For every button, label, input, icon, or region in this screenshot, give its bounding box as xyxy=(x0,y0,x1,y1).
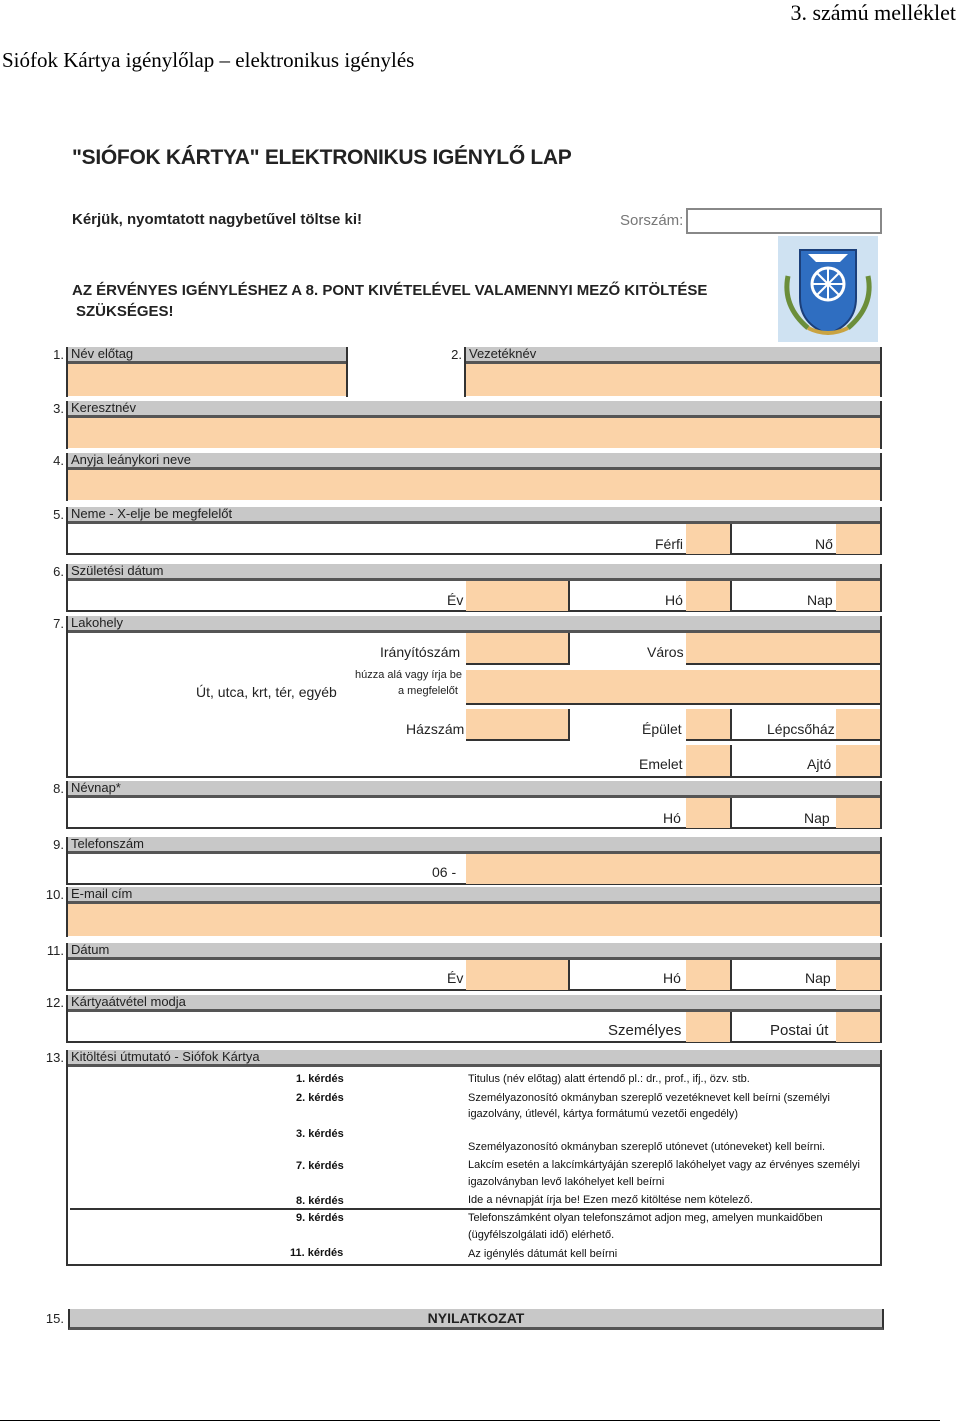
phone-prefix: 06 - xyxy=(432,864,457,880)
field-label-bar xyxy=(68,453,880,470)
field-label-nameday: Névnap* xyxy=(71,780,121,795)
divider xyxy=(686,739,882,741)
divider xyxy=(880,837,882,885)
street-input[interactable] xyxy=(466,670,880,703)
divider xyxy=(730,709,732,739)
divider xyxy=(66,401,68,449)
field-label-email: E-mail cím xyxy=(71,886,133,901)
guide-answer: Személyazonosító okmányban szereplő vezetéknevet kell beírni (személyi xyxy=(468,1092,830,1104)
divider xyxy=(66,827,882,829)
birth-day-input[interactable] xyxy=(836,581,880,611)
birth-month-label: Hó xyxy=(665,592,683,608)
divider xyxy=(880,507,882,555)
guide-answer: (ügyfélszolgálati idő) elérhető. xyxy=(468,1229,615,1241)
delivery-post-checkbox[interactable] xyxy=(836,1012,880,1042)
divider xyxy=(880,995,882,1043)
nameday-day-label: Nap xyxy=(804,810,830,826)
gender-female-label: Nő xyxy=(815,536,833,552)
page-bottom-rule xyxy=(0,1420,940,1421)
date-year-label: Év xyxy=(447,970,464,986)
street-label: Út, utca, krt, tér, egyéb xyxy=(196,684,337,700)
divider xyxy=(466,703,882,705)
field-label-bar xyxy=(68,887,880,904)
field-label-bar xyxy=(68,616,880,633)
divider xyxy=(66,1041,882,1043)
divider xyxy=(730,524,732,554)
field-number: 1. xyxy=(53,347,64,362)
date-month-label: Hó xyxy=(663,970,681,986)
declaration-bar xyxy=(68,1309,884,1330)
birth-year-input[interactable] xyxy=(466,581,568,611)
firstname-input[interactable] xyxy=(68,418,880,448)
divider xyxy=(880,1050,882,1266)
field-number: 11. xyxy=(46,943,64,958)
guide-answer: Ide a névnapját írja be! Ezen mező kitöltése nem kötelező. xyxy=(468,1194,753,1206)
divider xyxy=(464,347,466,397)
divider xyxy=(730,745,732,776)
field-number: 12. xyxy=(45,995,64,1010)
divider xyxy=(880,453,882,501)
guide-answer: Lakcím esetén a lakcímkártyáján szereplő lakóhelyet vagy az érvényes személyi xyxy=(468,1159,860,1171)
field-label-date: Dátum xyxy=(71,942,110,957)
phone-input[interactable] xyxy=(466,854,880,884)
date-day-input[interactable] xyxy=(836,960,880,990)
guide-question: 7. kérdés xyxy=(296,1160,344,1172)
form-title: "SIÓFOK KÁRTYA" ELEKTRONIKUS IGÉNYLŐ LAP xyxy=(72,146,572,169)
gender-male-label: Férfi xyxy=(655,536,683,552)
guide-answer: igazolvány, útlevél, kártya formátumú vezetői engedély) xyxy=(468,1108,739,1120)
field-number: 13. xyxy=(45,1050,64,1065)
divider xyxy=(730,960,732,990)
email-input[interactable] xyxy=(68,904,880,936)
divider xyxy=(346,347,348,397)
guide-question: 11. kérdés xyxy=(290,1247,344,1259)
stair-label: Lépcsőház xyxy=(767,721,835,737)
siofok-coat-of-arms-logo xyxy=(778,236,878,342)
birth-year-label: Év xyxy=(447,592,464,608)
field-number: 8. xyxy=(53,781,64,796)
field-number: 2. xyxy=(451,347,462,362)
field-number: 6. xyxy=(53,564,64,579)
field-label-mother-name: Anyja leánykori neve xyxy=(71,452,191,467)
field-label-card-delivery: Kártyaátvétel modja xyxy=(71,994,186,1009)
field-number: 15. xyxy=(45,1311,64,1326)
door-input[interactable] xyxy=(836,745,880,776)
divider xyxy=(686,663,882,665)
divider xyxy=(66,507,68,555)
divider xyxy=(880,781,882,829)
guide-answer: Titulus (név előtag) alatt értendő pl.: dr., prof., ifj., özv. stb. xyxy=(468,1073,750,1085)
field-number: 9. xyxy=(53,837,64,852)
stair-input[interactable] xyxy=(836,709,880,739)
door-label: Ajtó xyxy=(807,756,832,772)
field-number: 10. xyxy=(45,887,64,902)
divider xyxy=(66,781,68,829)
delivery-personal-label: Személyes xyxy=(608,1022,682,1039)
field-label-name-prefix: Név előtag xyxy=(71,346,134,361)
building-input[interactable] xyxy=(686,709,730,739)
guide-question: 8. kérdés xyxy=(296,1195,344,1207)
divider xyxy=(66,347,68,397)
birth-month-input[interactable] xyxy=(686,581,730,611)
divider xyxy=(66,1050,68,1266)
divider xyxy=(66,553,882,555)
divider xyxy=(568,960,570,990)
field-label-guide: Kitöltési útmutató - Siófok Kártya xyxy=(71,1049,260,1064)
divider xyxy=(568,709,570,739)
field-number: 4. xyxy=(53,453,64,468)
house-number-label: Házszám xyxy=(406,721,465,737)
field-label-bar xyxy=(68,564,880,581)
field-label-bar xyxy=(68,995,880,1012)
guide-answer: Telefonszámként olyan telefonszámot adjon meg, amelyen munkaidőben xyxy=(468,1212,823,1224)
field-label-bar xyxy=(68,943,880,960)
field-label-bar xyxy=(68,401,880,418)
divider xyxy=(730,581,732,611)
divider xyxy=(466,739,570,741)
building-label: Épület xyxy=(642,721,682,737)
delivery-personal-checkbox[interactable] xyxy=(686,1012,730,1042)
serial-label: Sorszám: xyxy=(620,212,684,229)
divider xyxy=(880,401,882,449)
field-label-residence: Lakohely xyxy=(71,615,124,630)
field-label-birthdate: Születési dátum xyxy=(71,563,164,578)
field-number: 7. xyxy=(53,616,64,631)
zip-label: Irányítószám xyxy=(380,644,461,660)
divider xyxy=(568,633,570,663)
guide-answer: igazolványban levő lakóhelyet kell beírni xyxy=(468,1176,665,1188)
city-label: Város xyxy=(647,644,684,660)
field-label-surname: Vezetéknév xyxy=(469,346,537,361)
name-prefix-input[interactable] xyxy=(68,364,346,396)
divider xyxy=(880,943,882,991)
declaration-title: NYILATKOZAT xyxy=(427,1310,525,1326)
floor-input[interactable] xyxy=(686,745,730,776)
required-note: AZ ÉRVÉNYES IGÉNYLÉSHEZ A 8. PONT KIVÉTELÉVEL VALAMENNYI MEZŐ KITÖLTÉSE xyxy=(72,282,708,299)
guide-question: 2. kérdés xyxy=(296,1092,344,1104)
street-hint: húzza alá vagy írja be xyxy=(355,669,463,681)
annex-label: 3. számú melléklet xyxy=(790,0,956,25)
city-input[interactable] xyxy=(686,633,880,663)
document-title: Siófok Kártya igénylőlap – elektronikus igénylés xyxy=(2,48,415,72)
divider xyxy=(66,1264,882,1266)
field-label-bar xyxy=(466,347,880,364)
birth-day-label: Nap xyxy=(807,592,833,608)
divider xyxy=(66,776,882,778)
field-label-bar xyxy=(68,837,880,854)
delivery-post-label: Postai út xyxy=(770,1022,829,1039)
field-label-bar xyxy=(68,1050,880,1067)
gender-female-checkbox[interactable] xyxy=(836,524,880,554)
field-label-bar xyxy=(68,781,880,798)
guide-question: 9. kérdés xyxy=(296,1212,344,1224)
field-label-bar xyxy=(68,507,880,524)
divider xyxy=(730,1012,732,1042)
surname-input[interactable] xyxy=(466,364,880,396)
date-year-input[interactable] xyxy=(466,960,568,990)
divider xyxy=(66,837,68,885)
divider xyxy=(66,453,68,501)
field-label-gender: Neme - X-elje be megfelelőt xyxy=(71,506,233,521)
guide-answer: Az igénylés dátumát kell beírni xyxy=(468,1248,618,1260)
guide-question: 3. kérdés xyxy=(296,1128,344,1140)
floor-label: Emelet xyxy=(639,756,683,772)
mother-name-input[interactable] xyxy=(68,470,880,500)
divider xyxy=(66,887,68,937)
divider xyxy=(466,663,570,665)
nameday-month-label: Hó xyxy=(663,810,681,826)
divider xyxy=(66,616,68,778)
house-number-input[interactable] xyxy=(466,709,568,739)
gender-male-checkbox[interactable] xyxy=(686,524,730,554)
nameday-month-input[interactable] xyxy=(686,798,730,828)
field-number: 5. xyxy=(53,507,64,522)
required-note-cont: SZÜKSÉGES! xyxy=(76,303,174,320)
guide-answer: Személyazonosító okmányban szereplő utónevet (utóneveket) kell beírni. xyxy=(468,1141,826,1153)
field-label-bar xyxy=(68,347,346,364)
zip-input[interactable] xyxy=(466,633,568,663)
field-number: 3. xyxy=(53,401,64,416)
form-instruction: Kérjük, nyomtatott nagybetűvel töltse ki! xyxy=(72,211,363,228)
field-label-firstname: Keresztnév xyxy=(71,400,137,415)
divider xyxy=(568,581,570,611)
divider xyxy=(880,347,882,397)
date-day-label: Nap xyxy=(805,970,831,986)
nameday-day-input[interactable] xyxy=(836,798,880,828)
guide-question: 1. kérdés xyxy=(296,1073,344,1085)
street-hint-cont: a megfelelőt xyxy=(398,685,458,697)
divider xyxy=(66,564,68,612)
field-label-phone: Telefonszám xyxy=(71,836,144,851)
serial-input[interactable] xyxy=(686,208,882,234)
date-month-input[interactable] xyxy=(686,960,730,990)
divider xyxy=(66,943,68,991)
divider xyxy=(730,798,732,828)
divider xyxy=(880,616,882,778)
divider xyxy=(880,887,882,937)
divider xyxy=(880,564,882,612)
divider xyxy=(66,995,68,1043)
